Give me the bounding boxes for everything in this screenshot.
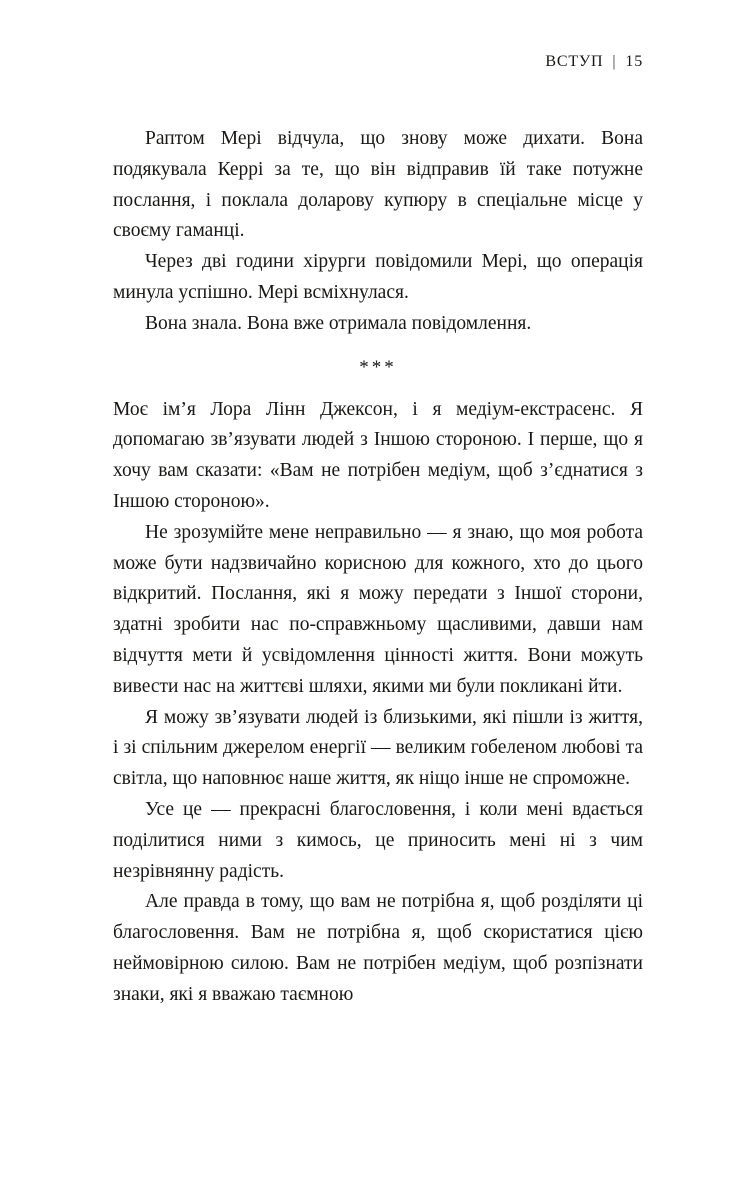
paragraph: Не зрозумійте мене неправильно — я знаю, що моя робота може бути надзвичайно корисною для кожного, хто до цього відкритий. Послання, які я можу передати з Іншої сторони, здатні зробити нас по-справжньому щасливими, давши нам відчуття мети й усвідомлення цінності життя. Вони можуть вивести нас на життєві шляхи, якими ми були покликані йти. xyxy=(113,521,643,697)
paragraph: Я можу зв’язувати людей із близькими, які пішли із життя, і зі спільним джерелом енергії — великим гобеленом любові та світла, що наповнює наше життя, як ніщо інше не спроможне. xyxy=(113,706,643,790)
header-divider: | xyxy=(612,53,617,70)
paragraph: Але правда в тому, що вам не потрібна я, щоб розділяти ці благословення. Вам не потрібна я, щоб скористатися цією неймовірною силою. Вам не потрібен медіум, щоб розпізнати знаки, які я вважаю таємною xyxy=(113,891,643,1005)
paragraph: Моє ім’я Лора Лінн Джексон, і я медіум-екстрасенс. Я допомагаю зв’язувати людей з Іншою стороною. І перше, що я хочу вам сказати: «Вам не потрібен медіум, щоб з’єднатися з Іншою стороною». xyxy=(113,398,643,512)
paragraph: Через дві години хірурги повідомили Мері, що операція минула успішно. Мері всміхнулася. xyxy=(113,251,643,303)
body-text xyxy=(113,124,643,1011)
page-header xyxy=(113,53,643,71)
page-number: 15 xyxy=(625,53,643,70)
paragraph: Вона знала. Вона вже отримала повідомлення. xyxy=(145,312,532,334)
paragraph: Усе це — прекрасні благословення, і коли мені вдається поділитися ними з кимось, це приносить мені ні з чим незрівнянну радість. xyxy=(113,798,643,882)
section-break: *** xyxy=(359,356,397,378)
section-title: ВСТУП xyxy=(545,53,604,70)
paragraph: Раптом Мері відчула, що знову може дихати. Вона подякувала Керрі за те, що він відправив їй таке потужне послання, і поклала доларову купюру в спеціальне місце у своєму гаманці. xyxy=(113,128,643,242)
